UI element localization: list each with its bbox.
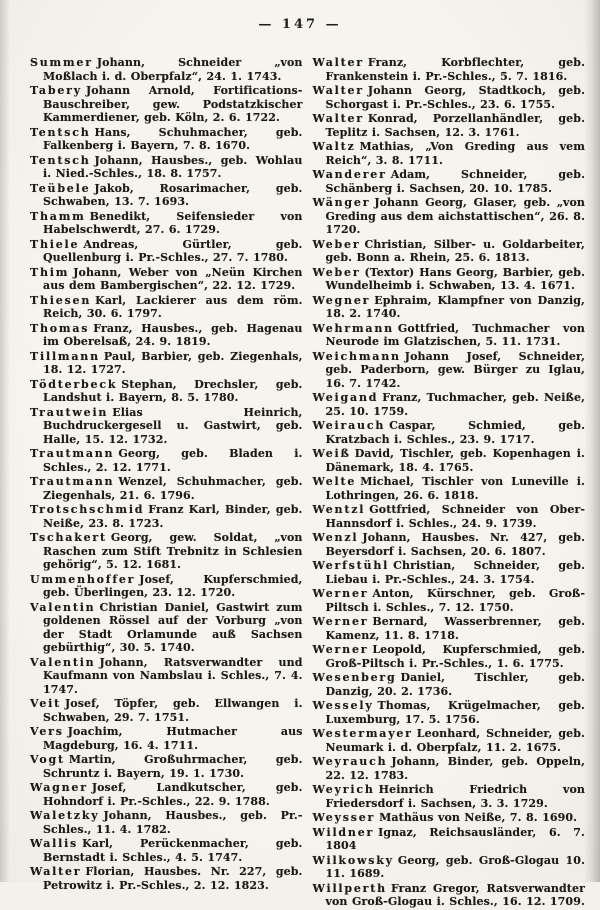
entry-details: Gottfried, Schneider von Ober-Hannsdorf i. Schles., 24. 9. 1739. bbox=[325, 503, 585, 530]
entry-surname: Wessely bbox=[312, 699, 374, 712]
register-entry bbox=[30, 837, 303, 864]
left-column bbox=[30, 56, 303, 910]
entry-details: Johann, Ratsverwandter und Kaufmann von Nambslau i. Schles., 7. 4. 1747. bbox=[43, 655, 303, 696]
register-entry bbox=[30, 266, 303, 293]
entry-surname: Wehrmann bbox=[312, 321, 394, 335]
right-column bbox=[313, 56, 586, 910]
entry-details: Johann, Binder, geb. Oppeln, 22. 12. 1783. bbox=[325, 755, 585, 782]
entry-surname: Werner bbox=[312, 643, 369, 656]
entry-details: David, Tischler, geb. Kopenhagen i. Dänemark, 18. 4. 1765. bbox=[325, 447, 585, 474]
register-entry bbox=[313, 882, 586, 909]
entry-surname: Teübele bbox=[30, 181, 91, 195]
register-entry bbox=[30, 781, 303, 808]
entry-surname: Weirauch bbox=[312, 419, 386, 432]
register-entry bbox=[313, 350, 586, 391]
entry-surname: Tillmann bbox=[30, 349, 100, 363]
entry-details: Johann Georg, Glaser, geb. „von Greding aus dem aichstattischen“, 26. 8. 1720. bbox=[325, 196, 585, 236]
register-entry bbox=[30, 809, 303, 836]
register-entry bbox=[30, 84, 303, 125]
register-entry bbox=[313, 783, 586, 810]
entry-details: Florian, Hausbes. Nr. 227, geb. Petrowitz i. Pr.-Schles., 2. 12. 1823. bbox=[43, 865, 303, 892]
entry-surname: Waletzky bbox=[30, 809, 100, 822]
entry-details: Benedikt, Seifensieder von Habelschwerdt, 27. 6. 1729. bbox=[43, 209, 303, 236]
register-entry bbox=[30, 531, 303, 572]
entry-details: Josef, Töpfer, geb. Ellwangen i. Schwaben, 29. 7. 1751. bbox=[43, 697, 303, 724]
register-entry bbox=[30, 503, 303, 530]
entry-details: Karl, Perückenmacher, geb. Bernstadt i. Schles., 4. 5. 1747. bbox=[43, 837, 303, 864]
register-entry bbox=[30, 865, 303, 892]
entry-surname: Weyrich bbox=[312, 783, 375, 796]
entry-details: Josef, Landkutscher, geb. Hohndorf i. Pr.-Schles., 22. 9. 1788. bbox=[43, 781, 303, 808]
register-entry bbox=[313, 531, 586, 558]
entry-surname: Thiele bbox=[30, 237, 80, 251]
register-entry bbox=[313, 643, 586, 670]
entry-surname: Weber bbox=[312, 237, 361, 251]
entry-details: Gottfried, Tuchmacher von Neurode im Glatzischen, 5. 11. 1731. bbox=[325, 321, 585, 348]
register-entry bbox=[313, 84, 586, 111]
entry-surname: Vers bbox=[30, 725, 64, 738]
entry-details: Johann Josef, Schneider, geb. Paderborn, gew. Bürger zu Iglau, 16. 7. 1742. bbox=[325, 349, 585, 390]
entry-details: Leopold, Kupferschmied, geb. Groß-Piltsch i. Pr.-Schles., 1. 6. 1775. bbox=[325, 643, 585, 670]
register-entry bbox=[30, 601, 303, 655]
register-entry bbox=[30, 238, 303, 265]
entry-surname: Tentsch bbox=[30, 153, 91, 167]
register-entry bbox=[30, 697, 303, 724]
entry-surname: Vogt bbox=[30, 753, 65, 766]
register-entry bbox=[313, 266, 586, 293]
register-entry bbox=[313, 294, 586, 321]
entry-details: Johann, Hausbes., geb. Pr.-Schles., 11. 4. 1782. bbox=[43, 809, 303, 836]
entry-details: Paul, Barbier, geb. Ziegenhals, 18. 12. 1727. bbox=[43, 349, 303, 376]
register-entry bbox=[313, 671, 586, 698]
entry-details: Franz Karl, Binder, geb. Neiße, 23. 8. 1723. bbox=[43, 503, 303, 530]
register-entry bbox=[313, 475, 586, 502]
entry-surname: Tentsch bbox=[30, 125, 91, 139]
entry-surname: Weber bbox=[312, 265, 361, 279]
entry-surname: Tabery bbox=[30, 84, 82, 97]
register-entry bbox=[313, 419, 586, 446]
entry-details: Franz, Hausbes., geb. Hagenau im Oberelsaß, 24. 9. 1819. bbox=[43, 321, 303, 348]
text-columns bbox=[30, 56, 585, 910]
entry-details: Christian, Schneider, geb. Liebau i. Pr.-Schles., 24. 3. 1754. bbox=[325, 559, 585, 586]
entry-details: Franz Gregor, Ratsverwandter von Groß-Glogau i. Schles., 16. 12. 1709. bbox=[325, 881, 585, 908]
register-entry bbox=[30, 725, 303, 752]
entry-details: Wenzel, Schuhmacher, geb. Ziegenhals, 21. 6. 1796. bbox=[43, 475, 303, 502]
register-entry bbox=[313, 587, 586, 614]
register-entry bbox=[313, 447, 586, 474]
register-entry bbox=[30, 656, 303, 697]
entry-details: Mathäus von Neiße, 7. 8. 1690. bbox=[379, 811, 578, 824]
entry-details: Georg, geb. Groß-Glogau 10. 11. 1689. bbox=[325, 853, 585, 880]
entry-surname: Waltz bbox=[312, 140, 356, 153]
entry-surname: Weigand bbox=[312, 391, 379, 404]
register-entry bbox=[313, 826, 586, 853]
register-entry bbox=[30, 447, 303, 474]
entry-details: Daniel, Tischler, geb. Danzig, 20. 2. 1736. bbox=[325, 671, 585, 698]
entry-surname: Wildner bbox=[312, 825, 375, 839]
register-entry bbox=[313, 727, 586, 754]
entry-surname: Trautmann bbox=[30, 447, 115, 460]
register-entry bbox=[313, 559, 586, 586]
entry-surname: Weichmann bbox=[312, 349, 401, 363]
register-entry bbox=[313, 196, 586, 237]
entry-details: Anton, Kürschner, geb. Groß-Piltsch i. Schles., 7. 12. 1750. bbox=[325, 587, 585, 614]
entry-surname: Weysser bbox=[312, 811, 376, 824]
entry-details: Adam, Schneider, geb. Schänberg i. Sachsen, 20. 10. 1785. bbox=[325, 168, 585, 195]
entry-surname: Weiß bbox=[312, 447, 351, 460]
register-entry bbox=[313, 168, 586, 195]
entry-surname: Wenzl bbox=[312, 531, 359, 544]
entry-surname: Trotschschmid bbox=[30, 503, 145, 516]
entry-details: Hans, Schuhmacher, geb. Falkenberg i. Bayern, 7. 8. 1670. bbox=[43, 125, 303, 152]
entry-surname: Trautwein bbox=[30, 405, 109, 419]
entry-surname: Weyrauch bbox=[312, 755, 388, 768]
entry-surname: Valentin bbox=[30, 655, 96, 669]
register-entry bbox=[30, 294, 303, 321]
entry-details: Michael, Tischler von Luneville i. Lothringen, 26. 6. 1818. bbox=[325, 475, 585, 502]
entry-surname: Wentzl bbox=[312, 503, 366, 516]
entry-surname: Walter bbox=[30, 865, 82, 878]
entry-surname: Summer bbox=[30, 56, 93, 69]
register-entry bbox=[30, 475, 303, 502]
entry-details: Christian Daniel, Gastwirt zum goldenen Rössel auf der Vorburg „von der Stadt Orlamunde auß Sachsen gebürthig“, 30. 5. 1740. bbox=[43, 600, 303, 654]
entry-surname: Thamm bbox=[30, 209, 86, 223]
entry-details: Mathias, „Von Greding aus vem Reich“, 3. 8. 1711. bbox=[325, 140, 585, 167]
entry-surname: Werner bbox=[312, 615, 369, 628]
entry-details: Johann Georg, Stadtkoch, geb. Schorgast i. Pr.-Schles., 23. 6. 1755. bbox=[325, 84, 585, 111]
register-entry bbox=[30, 378, 303, 405]
entry-surname: Werner bbox=[312, 587, 369, 600]
entry-details: Martin, Großuhrmacher, geb. Schruntz i. Bayern, 19. 1. 1730. bbox=[43, 753, 303, 780]
register-entry bbox=[313, 238, 586, 265]
entry-details: Thomas, Krügelmacher, geb. Luxemburg, 17. 5. 1756. bbox=[325, 699, 585, 726]
register-entry bbox=[313, 615, 586, 642]
entry-details: Johann, Hausbes. Nr. 427, geb. Beyersdorf i. Sachsen, 20. 6. 1807. bbox=[325, 531, 585, 558]
entry-details: Johann, Schneider „von Moßlach i. d. Oberpfalz“, 24. 1. 1743. bbox=[43, 56, 303, 83]
register-entry bbox=[30, 56, 303, 83]
register-entry bbox=[30, 154, 303, 181]
entry-details: Andreas, Gürtler, geb. Quellenburg i. Pr.-Schles., 27. 7. 1780. bbox=[43, 237, 303, 264]
register-entry bbox=[30, 573, 303, 600]
register-entry bbox=[30, 322, 303, 349]
entry-details: Heinrich Friedrich von Friedersdorf i. Sachsen, 3. 3. 1729. bbox=[325, 783, 585, 810]
entry-details: Johann, Hausbes., geb. Wohlau i. Nied.-Schles., 18. 8. 1757. bbox=[43, 153, 303, 180]
register-entry bbox=[30, 753, 303, 780]
entry-surname: Ummenhoffer bbox=[30, 572, 136, 586]
entry-details: Georg, geb. Bladen i. Schles., 2. 12. 1771. bbox=[43, 447, 303, 474]
entry-details: Bernard, Wasserbrenner, geb. Kamenz, 11. 8. 1718. bbox=[325, 615, 585, 642]
entry-surname: Welte bbox=[312, 475, 357, 488]
entry-surname: Thomas bbox=[30, 321, 90, 335]
register-entry bbox=[313, 391, 586, 418]
register-entry bbox=[313, 140, 586, 167]
register-entry bbox=[313, 854, 586, 881]
register-entry bbox=[313, 503, 586, 530]
entry-surname: Walter bbox=[312, 112, 364, 125]
entry-details: Karl, Lackierer aus dem röm. Reich, 30. 6. 1797. bbox=[43, 293, 303, 320]
register-entry bbox=[30, 126, 303, 153]
entry-surname: Wänger bbox=[312, 196, 371, 209]
register-entry bbox=[313, 811, 586, 825]
entry-details: Ephraim, Klampfner von Danzig, 18. 2. 1740. bbox=[325, 293, 585, 320]
entry-details: Franz, Tuchmacher, geb. Neiße, 25. 10. 1759. bbox=[325, 391, 585, 418]
entry-details: Ignaz, Reichsausländer, 6. 7. 1804 bbox=[325, 825, 585, 852]
entry-details: Josef, Kupferschmied, geb. Überlingen, 23. 12. 1720. bbox=[43, 572, 303, 599]
entry-details: Konrad, Porzellanhändler, geb. Teplitz i. Sachsen, 12. 3. 1761. bbox=[325, 112, 585, 139]
entry-details: Caspar, Schmied, geb. Kratzbach i. Schles., 23. 9. 1717. bbox=[325, 419, 585, 446]
entry-details: Stephan, Drechsler, geb. Landshut i. Bayern, 8. 5. 1780. bbox=[43, 377, 303, 404]
entry-details: Johann, Weber von „Neün Kirchen aus dem Bambergischen“, 22. 12. 1729. bbox=[43, 265, 303, 292]
entry-surname: Thiesen bbox=[30, 293, 92, 307]
entry-surname: Walter bbox=[312, 56, 364, 69]
entry-surname: Wesenberg bbox=[312, 671, 397, 684]
register-entry bbox=[313, 699, 586, 726]
entry-surname: Trautmann bbox=[30, 475, 115, 488]
register-entry bbox=[30, 182, 303, 209]
entry-surname: Wilkowsky bbox=[312, 853, 394, 867]
entry-details: Georg, gew. Soldat, „von Raschen zum Stift Trebnitz in Schlesien gehörig“, 5. 12. 1681. bbox=[43, 531, 303, 571]
entry-details: Johann Arnold, Fortifications-Bauschreiber, gew. Podstatzkischer Kammerdiener, geb. Köln, 2. 6. 1722. bbox=[43, 84, 303, 124]
entry-details: Elias Heinrich, Buchdruckergesell u. Gastwirt, geb. Halle, 15. 12. 1732. bbox=[43, 405, 303, 446]
entry-surname: Wanderer bbox=[312, 168, 387, 181]
register-entry bbox=[30, 406, 303, 447]
register-entry bbox=[313, 755, 586, 782]
entry-surname: Wagner bbox=[30, 781, 88, 794]
entry-details: Joachim, Hutmacher aus Magdeburg, 16. 4. 1711. bbox=[43, 725, 303, 752]
register-entry bbox=[313, 112, 586, 139]
page-number: — 147 — bbox=[258, 17, 342, 32]
entry-surname: Westermayer bbox=[312, 727, 413, 740]
entry-surname: Valentin bbox=[30, 600, 96, 614]
entry-details: Leonhard, Schneider, geb. Neumark i. d. Oberpfalz, 11. 2. 1675. bbox=[325, 727, 585, 754]
register-entry bbox=[313, 322, 586, 349]
entry-details: (Textor) Hans Georg, Barbier, geb. Wundelheimb i. Schwaben, 13. 4. 1671. bbox=[325, 265, 585, 292]
entry-surname: Thim bbox=[30, 265, 70, 279]
entry-surname: Wegner bbox=[312, 293, 371, 307]
entry-surname: Willperth bbox=[312, 881, 387, 895]
entry-surname: Tschakert bbox=[30, 531, 107, 544]
entry-surname: Veit bbox=[30, 697, 61, 710]
register-entry bbox=[313, 56, 586, 83]
entry-surname: Werfstühl bbox=[312, 559, 390, 572]
entry-surname: Wallis bbox=[30, 837, 79, 850]
register-entry bbox=[30, 350, 303, 377]
entry-details: Jakob, Rosarimacher, geb. Schwaben, 13. 7. 1693. bbox=[43, 181, 303, 208]
entry-details: Franz, Korbflechter, geb. Frankenstein i. Pr.-Schles., 5. 7. 1816. bbox=[325, 56, 585, 83]
entry-details: Christian, Silber- u. Goldarbeiter, geb. Bonn a. Rhein, 25. 6. 1813. bbox=[325, 237, 585, 264]
entry-surname: Walter bbox=[312, 84, 364, 97]
register-entry bbox=[30, 210, 303, 237]
entry-surname: Tödterbeck bbox=[30, 377, 118, 391]
